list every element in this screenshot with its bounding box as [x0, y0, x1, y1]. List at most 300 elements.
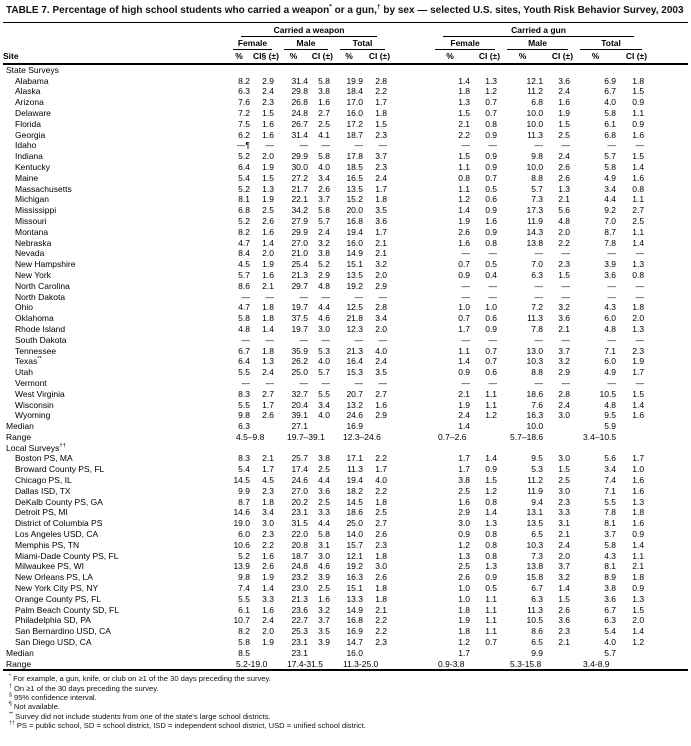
pct-cell: 11.2 — [527, 86, 544, 97]
margin-cell — [648, 367, 688, 378]
ci-cell: 2.3 — [375, 539, 388, 550]
gap-cell — [391, 389, 429, 400]
pct-cell: 8.2 — [238, 226, 250, 237]
site-cell: Mississippi — [15, 205, 57, 216]
gap-cell — [391, 151, 429, 162]
ci-cell: 1.8 — [262, 496, 274, 507]
pct-cell: 5.2 — [238, 183, 250, 194]
ci-cell: 2.4 — [262, 367, 274, 378]
site-cell: Texas** — [15, 356, 42, 367]
ci-cell: 2.7 — [632, 205, 645, 216]
ci-cell: 4.0 — [318, 410, 330, 421]
pct-cell: 4.3 — [604, 550, 617, 561]
pct-cell: 5.2 — [238, 215, 250, 226]
pct-cell: 10.5 — [526, 615, 544, 626]
footnote: † On ≥1 of the 30 days preceding the survey. — [9, 683, 159, 693]
pct-cell: 23.0 — [291, 583, 308, 594]
ci-cell: 2.1 — [632, 561, 645, 572]
ci-cell: 0.6 — [485, 313, 498, 324]
pct-cell: 17.1 — [346, 453, 363, 464]
footnote-marker: †† — [59, 442, 66, 449]
ci-cell: 5.3 — [318, 345, 330, 356]
pct-cell: — — [461, 291, 471, 302]
ci-cell: 2.0 — [262, 248, 274, 259]
margin-cell — [648, 626, 688, 637]
pct-column-header: % — [278, 50, 311, 64]
pct-cell: 7.8 — [531, 323, 544, 334]
pct-cell: 9.8 — [238, 572, 250, 583]
median-value: 27.1 — [291, 421, 308, 432]
ci-cell: 4.4 — [318, 302, 330, 313]
table-row — [3, 410, 688, 421]
margin-cell — [648, 238, 688, 249]
ci-cell: 1.6 — [632, 172, 645, 183]
table-row — [3, 507, 688, 518]
stat-label: Median — [6, 421, 34, 432]
margin-cell — [648, 194, 688, 205]
pct-cell: 24.6 — [291, 475, 308, 486]
ci-cell: 1.6 — [632, 475, 645, 486]
margin-cell — [648, 540, 688, 551]
pct-cell: 4.4 — [604, 194, 617, 205]
pct-cell: 16.0 — [346, 237, 363, 248]
site-cell: San Bernardino USD, CA — [15, 626, 111, 637]
median-value: 16.0 — [346, 647, 363, 658]
margin-cell — [648, 259, 688, 270]
pct-cell: 15.3 — [346, 367, 363, 378]
pct-cell: 21.3 — [346, 345, 363, 356]
ci-cell: 3.3 — [318, 507, 330, 518]
ci-cell: — — [635, 377, 645, 388]
ci-cell: 3.9 — [318, 637, 330, 648]
ci-cell: 3.8 — [318, 248, 330, 259]
pct-cell: 5.5 — [238, 367, 250, 378]
ci-cell: 3.4 — [262, 507, 274, 518]
pct-cell: — — [607, 334, 617, 345]
sub-header-label: Total — [580, 37, 642, 50]
ci-cell: — — [635, 140, 645, 151]
pct-cell: — — [461, 334, 471, 345]
pct-cell: 6.7 — [531, 583, 544, 594]
ci-cell: 0.9 — [632, 529, 645, 540]
pct-cell: 1.6 — [458, 237, 471, 248]
site-cell: Alabama — [15, 75, 49, 86]
range-value: 3.4-8.9 — [583, 658, 610, 669]
pct-cell: 2.4 — [458, 410, 471, 421]
table-row — [3, 313, 688, 324]
pct-cell: 8.1 — [238, 194, 250, 205]
ci-cell: 1.2 — [485, 410, 498, 421]
ci-cell: — — [635, 334, 645, 345]
pct-cell: 7.0 — [604, 215, 617, 226]
pct-cell: 16.3 — [526, 410, 544, 421]
ci-cell: — — [265, 291, 274, 302]
pct-cell: 1.3 — [458, 97, 471, 108]
pct-cell: — — [299, 140, 308, 151]
pct-cell: 5.8 — [604, 107, 617, 118]
pct-cell: 5.8 — [604, 539, 617, 550]
pct-cell: 8.2 — [238, 626, 250, 637]
ci-cell: 2.3 — [375, 637, 388, 648]
pct-cell: 1.0 — [458, 583, 471, 594]
pct-cell: 23.1 — [291, 507, 308, 518]
footnote: § 95% confidence interval. — [9, 692, 97, 703]
ci-cell: 0.9 — [485, 226, 498, 237]
site-cell: District of Columbia PS — [15, 518, 103, 529]
site-cell: Palm Beach County SD, FL — [15, 604, 119, 615]
site-cell: Rhode Island — [15, 323, 66, 334]
pct-cell: 4.9 — [604, 367, 617, 378]
ci-cell: 1.6 — [632, 518, 645, 529]
ci-cell: 1.5 — [375, 118, 388, 129]
median-value: 10.0 — [526, 421, 544, 432]
gap-cell — [391, 205, 429, 216]
ci-cell: 2.2 — [375, 615, 388, 626]
range-value: 0.9-3.8 — [438, 658, 465, 669]
ci-cell: 0.9 — [485, 129, 498, 140]
pct-cell: 39.1 — [291, 410, 308, 421]
gap-cell — [391, 637, 429, 648]
ci-cell: 4.0 — [375, 475, 388, 486]
ci-cell: 1.1 — [485, 604, 498, 615]
pct-cell: 2.6 — [458, 226, 471, 237]
pct-cell: 6.3 — [531, 269, 544, 280]
gap-cell — [391, 518, 429, 529]
table-row — [3, 130, 688, 141]
ci-cell: 0.8 — [485, 496, 498, 507]
margin-cell — [648, 281, 688, 292]
ci-cell: 3.0 — [375, 561, 388, 572]
ci-cell: 1.4 — [632, 237, 645, 248]
ci-cell: 1.8 — [262, 313, 274, 324]
ci-cell: 2.4 — [558, 539, 571, 550]
pct-cell: 20.4 — [291, 399, 308, 410]
pct-cell: — — [534, 377, 544, 388]
pct-cell: 21.8 — [346, 313, 363, 324]
pct-cell: 8.8 — [531, 367, 544, 378]
pct-cell: 16.5 — [346, 172, 363, 183]
ci-cell: 1.5 — [262, 107, 274, 118]
margin-cell — [648, 216, 688, 227]
pct-cell: 11.2 — [527, 475, 544, 486]
margin-cell — [648, 637, 688, 648]
pct-cell: 1.9 — [458, 215, 471, 226]
pct-cell: 12.5 — [346, 302, 363, 313]
table-row — [3, 292, 688, 303]
ci-cell: 3.6 — [558, 75, 571, 86]
ci-cell: 1.4 — [632, 399, 645, 410]
ci-cell: 3.2 — [375, 259, 388, 270]
ci-cell: 4.6 — [318, 313, 330, 324]
ci-cell: — — [321, 377, 330, 388]
ci-cell: 2.6 — [262, 215, 274, 226]
ci-cell: 2.8 — [558, 388, 571, 399]
table-row — [3, 238, 688, 249]
ci-cell: 2.5 — [318, 496, 330, 507]
pct-cell: 16.0 — [346, 107, 363, 118]
ci-cell: 2.1 — [375, 248, 388, 259]
end-spacer — [648, 37, 688, 50]
ci-column-header: CI (±) — [366, 50, 391, 64]
ci-cell: 1.5 — [632, 604, 645, 615]
margin-cell — [648, 313, 688, 324]
gap-cell — [391, 464, 429, 475]
ci-cell: 0.6 — [485, 367, 498, 378]
pct-cell: 4.9 — [604, 172, 617, 183]
table-row — [3, 367, 688, 378]
ci-cell: 3.2 — [558, 356, 571, 367]
pct-cell: 7.3 — [531, 550, 544, 561]
pct-cell: 27.0 — [291, 485, 308, 496]
pct-cell: 19.2 — [346, 561, 363, 572]
ci-cell: 3.7 — [318, 194, 330, 205]
ci-cell: — — [321, 140, 330, 151]
group-header-weapon — [227, 22, 391, 37]
pct-cell: 0.9 — [458, 529, 471, 540]
ci-cell: 1.3 — [558, 183, 571, 194]
ci-cell: 0.9 — [485, 464, 498, 475]
gap-cell — [391, 356, 429, 367]
pct-cell: 29.8 — [291, 86, 308, 97]
pct-cell: 19.4 — [346, 226, 363, 237]
pct-cell: — — [607, 280, 617, 291]
site-cell: Orange County PS, FL — [15, 593, 101, 604]
margin-cell — [648, 76, 688, 87]
ci-cell — [366, 421, 391, 432]
pct-cell: 20.2 — [291, 496, 308, 507]
site-column-spacer — [3, 37, 227, 50]
pct-cell: 25.7 — [291, 453, 308, 464]
range-value: 5.7–18.6 — [510, 431, 544, 442]
median-row — [3, 648, 688, 659]
pct-cell: 1.9 — [458, 615, 471, 626]
pct-cell: 1.2 — [458, 194, 471, 205]
pct-cell: 32.7 — [291, 388, 308, 399]
pct-cell: 12.1 — [526, 75, 544, 86]
site-cell: Chicago PS, IL — [15, 475, 72, 486]
pct-cell: 1.6 — [458, 496, 471, 507]
ci-cell: 0.9 — [485, 205, 498, 216]
pct-cell: 1.1 — [458, 183, 471, 194]
ci-cell: 1.4 — [485, 453, 498, 464]
pct-cell: 3.7 — [604, 529, 617, 540]
gap-cell — [391, 367, 429, 378]
pct-cell: 11.3 — [347, 464, 363, 475]
site-cell: Boston PS, MA — [15, 453, 73, 464]
margin-cell — [648, 130, 688, 141]
ci-cell — [366, 648, 391, 659]
margin-cell — [648, 507, 688, 518]
footnote-marker: † — [9, 683, 12, 690]
ci-column-header: CI (±) — [546, 50, 574, 64]
pct-cell: 26.8 — [291, 97, 308, 108]
margin-cell — [648, 400, 688, 411]
ci-cell: 1.4 — [262, 237, 274, 248]
ci-cell: 2.5 — [375, 507, 388, 518]
pct-cell: 3.6 — [604, 269, 617, 280]
ci-cell: 1.5 — [632, 151, 645, 162]
ci-cell: 0.8 — [485, 529, 498, 540]
table-row — [3, 518, 688, 529]
table-row — [3, 529, 688, 540]
ci-cell: 3.5 — [375, 367, 388, 378]
pct-cell: — — [299, 291, 308, 302]
table-row — [3, 561, 688, 572]
ci-cell: — — [635, 248, 645, 259]
ci-cell: 0.9 — [485, 161, 498, 172]
ci-column-header: CI (±) — [619, 50, 648, 64]
footnote: ¶ Not available. — [9, 701, 60, 712]
pct-cell: 2.5 — [458, 561, 471, 572]
gap-cell — [391, 292, 429, 303]
ci-cell: 0.6 — [485, 194, 498, 205]
ci-cell: 1.4 — [632, 539, 645, 550]
margin-cell — [648, 248, 688, 259]
pct-cell: 9.9 — [238, 485, 250, 496]
pct-cell: 15.2 — [346, 194, 363, 205]
ci-cell: 2.7 — [375, 388, 388, 399]
ci-cell: 1.9 — [262, 194, 274, 205]
ci-cell: 0.7 — [485, 356, 498, 367]
table-row — [3, 324, 688, 335]
ci-cell: 2.4 — [318, 226, 330, 237]
pct-cell: 4.0 — [604, 637, 617, 648]
margin-cell — [648, 486, 688, 497]
footnote-marker: * — [9, 673, 12, 680]
pct-cell: 4.8 — [604, 323, 617, 334]
gap-cell — [391, 346, 429, 357]
margin-cell — [648, 302, 688, 313]
ci-cell: 1.0 — [632, 464, 645, 475]
pct-cell: 9.5 — [604, 410, 617, 421]
pct-cell: 10.5 — [599, 388, 617, 399]
pct-cell: 6.3 — [531, 593, 544, 604]
pct-cell: 25.3 — [291, 626, 308, 637]
ci-cell: 2.4 — [375, 356, 388, 367]
pct-cell: 6.5 — [531, 529, 544, 540]
ci-cell: 2.7 — [262, 388, 274, 399]
pct-cell: — — [607, 291, 617, 302]
sub-header-label: Male — [507, 37, 568, 50]
ci-cell: 1.3 — [262, 183, 274, 194]
pct-cell: — — [534, 280, 544, 291]
pct-cell: 2.5 — [458, 485, 471, 496]
ci-cell: 5.5 — [318, 388, 330, 399]
ci-cell: 2.9 — [318, 269, 330, 280]
pct-cell: 16.9 — [346, 626, 363, 637]
pct-cell: 6.8 — [604, 129, 617, 140]
ci-cell — [546, 421, 574, 432]
ci-cell: 0.7 — [485, 637, 498, 648]
pct-cell: 19.4 — [346, 475, 363, 486]
pct-cell: 13.2 — [346, 399, 363, 410]
site-cell: Wyoming — [15, 410, 51, 421]
pct-cell: 6.8 — [238, 205, 250, 216]
site-cell: Utah — [15, 367, 33, 378]
ci-cell: 5.2 — [318, 259, 330, 270]
ci-cell: 3.7 — [558, 561, 571, 572]
ci-cell: 1.1 — [485, 626, 498, 637]
table-row — [3, 540, 688, 551]
ci-cell: 1.3 — [262, 356, 274, 367]
ci-cell: 1.3 — [485, 75, 498, 86]
site-cell: Tennessee — [15, 345, 57, 356]
ci-cell: 1.5 — [558, 118, 571, 129]
median-value: 1.4 — [458, 421, 471, 432]
table-row — [3, 594, 688, 605]
table-row — [3, 108, 688, 119]
ci-cell: 1.8 — [375, 496, 388, 507]
pct-cell: 19.2 — [346, 280, 363, 291]
gap-cell — [391, 184, 429, 195]
site-cell: New York — [15, 269, 51, 280]
ci-cell: 3.3 — [262, 593, 274, 604]
pct-cell: —¶ — [236, 140, 250, 151]
ci-cell: — — [321, 334, 330, 345]
pct-cell: 6.3 — [238, 86, 250, 97]
site-cell: Idaho — [15, 140, 37, 151]
table-row — [3, 346, 688, 357]
site-cell: DeKalb County PS, GA — [15, 496, 103, 507]
ci-cell: 3.4 — [318, 172, 330, 183]
pct-cell: 25.0 — [291, 367, 308, 378]
ci-cell: 1.7 — [375, 464, 388, 475]
pct-cell: 13.5 — [346, 269, 363, 280]
pct-cell: 14.0 — [346, 529, 363, 540]
margin-cell — [648, 464, 688, 475]
pct-cell: 5.7 — [531, 183, 544, 194]
pct-cell: 18.4 — [346, 86, 363, 97]
table-row — [3, 119, 688, 130]
gap-cell — [391, 486, 429, 497]
ci-cell: 0.9 — [632, 97, 645, 108]
margin-cell — [648, 659, 688, 671]
table-row — [3, 615, 688, 626]
ci-cell — [253, 648, 278, 659]
ci-cell: 1.5 — [558, 269, 571, 280]
pct-cell: — — [461, 248, 471, 259]
pct-cell: 8.1 — [604, 518, 617, 529]
median-value: 9.9 — [531, 647, 544, 658]
pct-cell: 24.8 — [291, 561, 308, 572]
gap-cell — [391, 335, 429, 346]
pct-cell: 5.8 — [238, 313, 250, 324]
pct-cell: 8.7 — [238, 496, 250, 507]
pct-cell: 11.3 — [527, 313, 544, 324]
ci-cell: 1.9 — [632, 356, 645, 367]
pct-cell: 9.8 — [238, 410, 250, 421]
table-row — [3, 194, 688, 205]
ci-cell: 0.5 — [485, 183, 498, 194]
ci-cell: 2.3 — [558, 259, 571, 270]
ci-cell: 1.8 — [632, 75, 645, 86]
ci-cell: 3.0 — [318, 323, 330, 334]
pct-cell: 5.2 — [238, 151, 250, 162]
ci-cell: 5.8 — [318, 205, 330, 216]
margin-cell — [648, 97, 688, 108]
ci-cell: 2.3 — [262, 485, 274, 496]
ci-cell: 2.3 — [558, 496, 571, 507]
pct-cell: 4.5 — [238, 259, 250, 270]
pct-cell: 8.6 — [238, 280, 250, 291]
pct-cell: 15.1 — [346, 259, 363, 270]
pct-cell: 1.1 — [458, 161, 471, 172]
gap-cell — [391, 507, 429, 518]
range-value: 11.3-25.0 — [343, 658, 379, 669]
pct-cell: 1.2 — [458, 637, 471, 648]
ci-column-header: CI (±) — [311, 50, 334, 64]
ci-cell: 1.6 — [485, 215, 498, 226]
